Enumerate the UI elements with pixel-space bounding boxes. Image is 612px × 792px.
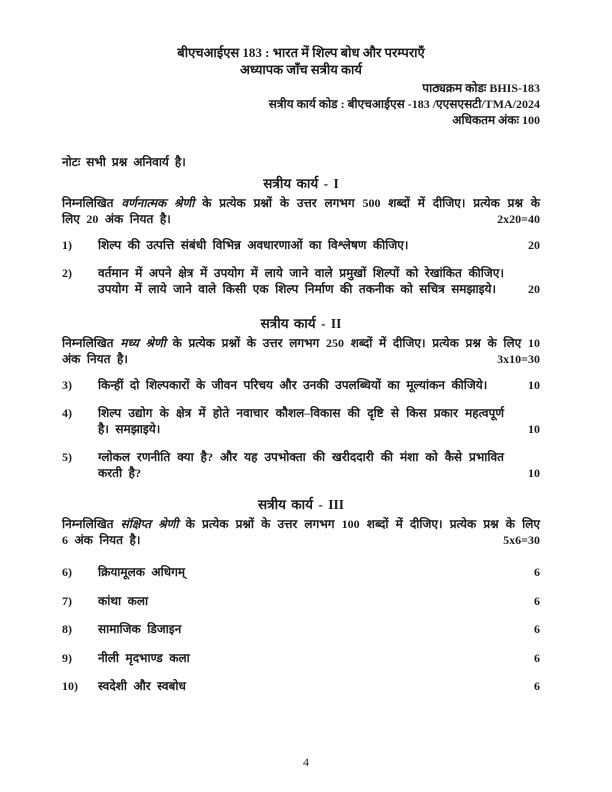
intro-category: मध्य श्रेणी [120,336,166,350]
question-row [62,405,540,437]
intro-prefix: निम्नलिखित [62,336,114,350]
intro-prefix: निम्नलिखित [62,517,114,531]
intro-suffix: के प्रत्येक प्रश्नों के उत्तर लगभग 250 शब्दों में दीजिए। प्रत्येक प्रश्न के लिए 10 अंक नियत है। [62,336,541,366]
question-marks: 20 [528,282,540,296]
section-2-intro [62,335,540,367]
section-3 [62,496,540,694]
question-row [62,650,540,666]
question-text: क्रियामूलक अधिगम् [98,565,186,579]
question-number: 1) [62,238,72,252]
question-row [62,237,540,253]
question-number: 7) [62,593,72,608]
section-2-heading: सत्रीय कार्य - II [260,316,342,331]
question-text: शिल्प की उत्पत्ति संबंधी विभिन्न अवधारणाओं का विश्लेषण कीजिए। [98,238,409,252]
question-row [62,377,540,393]
question-text: शिल्प उद्योग के क्षेत्र में होते नवाचार कौशल–विकास की दृष्टि से किस प्रकार महत्वपूर्ण है। समझाइये। [98,406,504,436]
question-text: वर्तमान में अपने क्षेत्र में उपयोग में लाये जाने वाले प्रमुखों शिल्पों को रेखांकित कीजिए। उपयोग में लाये जाने वाले किसी एक शिल्प निर्माण की तकनीक को सचित्र समझाइये। [98,266,504,296]
marks-formula: 2x20=40 [491,211,540,227]
question-marks: 10 [528,466,540,480]
section-1-heading: सत्रीय कार्य - I [263,176,339,191]
question-number: 10) [62,679,78,693]
question-marks: 6 [534,622,540,636]
question-text: किन्हीं दो शिल्पकारों के जीवन परिचय और उनकी उपलब्धियों का मूल्यांकन कीजिये। [98,378,488,392]
note-text: नोटः सभी प्रश्न अनिवार्य है। [62,155,186,169]
question-marks: 10 [528,378,540,392]
document-subtitle: अध्यापक जाँच सत्रीय कार्य [240,62,362,77]
section-1 [62,175,540,297]
question-text: कांथा कला [98,593,149,608]
question-text: स्वदेशी और स्वबोध [98,679,186,693]
question-marks: 6 [534,650,540,665]
question-row [62,265,540,297]
question-text: सामाजिक डिजाइन [98,622,182,636]
intro-suffix: के प्रत्येक प्रश्नों के उत्तर लगभग 100 शब्दों में दीजिए। प्रत्येक प्रश्न के लिए 6 अंक नियत है। [62,517,541,547]
question-text: ग्लोकल रणनीति क्या है? और यह उपभोक्ता की खरीददारी की मंशा को कैसे प्रभावित करती है? [98,450,504,480]
section-3-intro [62,516,540,548]
question-number: 9) [62,650,72,665]
document-header [62,44,540,78]
code-block [62,80,540,128]
question-number: 6) [62,565,72,579]
question-row [62,449,540,481]
question-marks: 6 [534,679,540,693]
question-marks: 6 [534,593,540,608]
marks-formula: 5x6=30 [497,532,540,548]
question-number: 4) [62,406,72,420]
question-marks: 20 [528,238,540,252]
question-marks: 10 [528,422,540,436]
section-2 [62,315,540,481]
question-row [62,564,540,580]
intro-category: वर्णनात्मक श्रेणी [121,196,195,210]
assignment-code: सत्रीय कार्य कोड : बीएचआईएस -183 /एएसएसटी/TMA/2024 [268,97,540,111]
question-number: 2) [62,266,72,280]
question-number: 3) [62,378,72,392]
intro-suffix: के प्रत्येक प्रश्नों के उत्तर लगभग 500 शब्दों में दीजिए। प्रत्येक प्रश्न के लिए 20 अंक नियत है। [62,196,540,226]
marks-formula: 3x10=30 [491,351,540,367]
question-marks: 6 [534,565,540,579]
question-row [62,593,540,609]
question-row [62,678,540,694]
document-title: बीएचआईएस 183 : भारत में शिल्प बोध और परम्पराएँ [177,45,425,60]
question-number: 5) [62,450,72,464]
section-3-heading: सत्रीय कार्य - III [258,497,344,512]
question-row [62,621,540,637]
section-1-intro [62,195,540,227]
max-marks: अधिकतम अंकः 100 [452,113,540,127]
page-number: 4 [303,755,309,769]
course-code: पाठ्यक्रम कोडः BHIS-183 [422,81,540,95]
question-text: नीली मृदभाण्ड कला [98,650,190,665]
intro-category: संक्षिप्त श्रेणी [120,517,179,531]
question-number: 8) [62,622,72,636]
intro-prefix: निम्नलिखित [62,196,114,210]
